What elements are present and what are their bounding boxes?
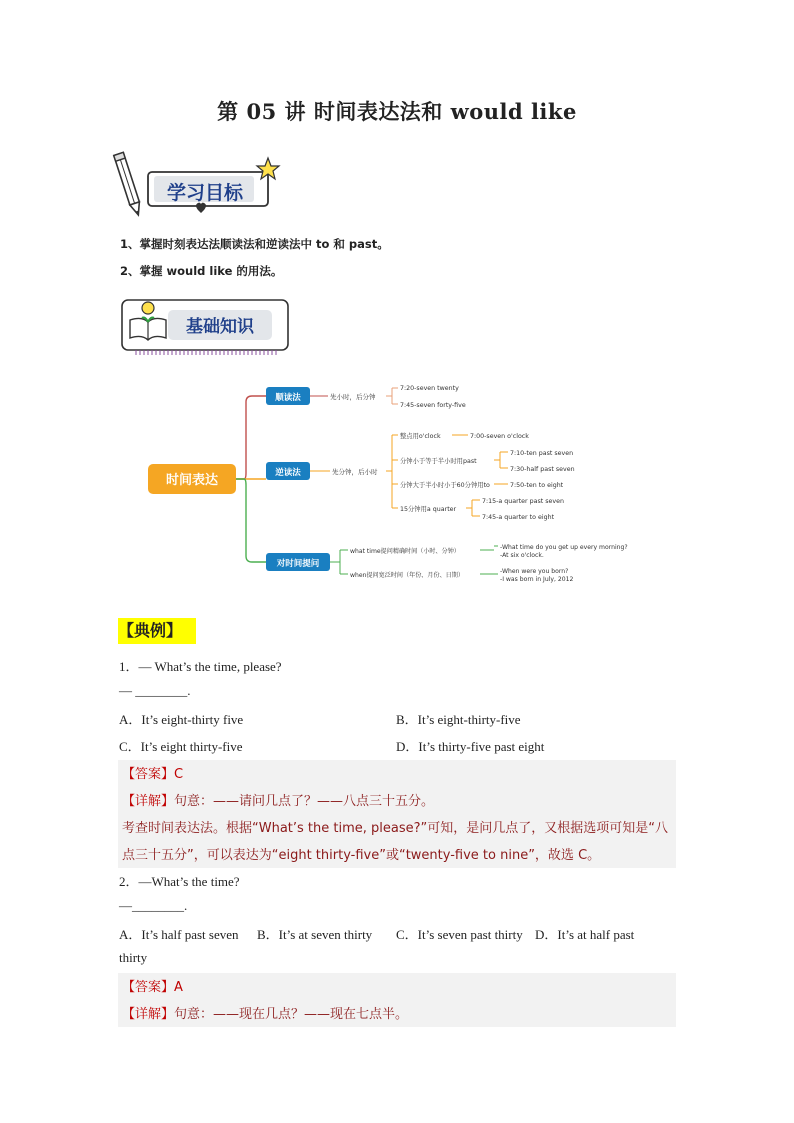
q1-option-a: A．It’s eight-thirty five xyxy=(119,712,244,727)
q1-answer-box xyxy=(118,760,676,868)
q2-blank: —________. xyxy=(119,898,188,913)
q2-detail: 句意：——现在几点？——现在七点半。 xyxy=(174,1007,409,1022)
q1-option-c: C．It’s eight thirty-five xyxy=(119,739,243,754)
q2-option-a: A．It’s half past seven xyxy=(119,927,239,942)
q2-option-b: B．It’s at seven thirty xyxy=(257,927,373,942)
q2-option-c: C．It’s seven past thirty xyxy=(396,927,523,942)
q2-answer: A xyxy=(174,980,183,995)
svg-text:7:20-seven twenty: 7:20-seven twenty xyxy=(400,385,459,392)
q1-detail-label: 【详解】 xyxy=(122,794,175,809)
basic-knowledge-badge xyxy=(120,298,290,356)
svg-text:对时间提问: 对时间提问 xyxy=(276,559,320,569)
svg-text:15分钟用a quarter: 15分钟用a quarter xyxy=(400,506,457,513)
svg-text:-What time do you get up every: -What time do you get up every morning? xyxy=(500,544,628,551)
svg-text:-When were you born?: -When were you born? xyxy=(500,568,569,575)
svg-text:分钟小于等于半小时用past: 分钟小于等于半小时用past xyxy=(400,458,477,465)
q2-answer-box xyxy=(118,973,676,1027)
svg-text:7:45-seven forty-five: 7:45-seven forty-five xyxy=(400,402,466,409)
q1-explain-line-1: 考查时间表达法。根据“What’s the time, please?”可知，是问几点了，又根据选项可知是“八 xyxy=(122,821,669,836)
page-title: 第 05 讲 时间表达法和 would like xyxy=(217,99,577,124)
q2-option-d: D．It’s at half past xyxy=(535,927,635,942)
svg-text:7:50-ten to eight: 7:50-ten to eight xyxy=(510,482,564,489)
badge-knowledge-label: 基础知识 xyxy=(186,317,254,337)
q1-blank: — ________. xyxy=(119,683,191,698)
svg-text:逆读法: 逆读法 xyxy=(275,468,301,478)
svg-text:7:10-ten past seven: 7:10-ten past seven xyxy=(510,450,574,457)
mindmap-root-label: 时间表达 xyxy=(165,473,219,488)
goal-item-1: 1、掌握时刻表达法顺读法和逆读法中 to 和 past。 xyxy=(120,237,389,251)
svg-text:when提问宽泛时间（年份、月份、日期）: when提问宽泛时间（年份、月份、日期） xyxy=(350,572,464,579)
svg-text:what time提问精确时间（小时、分钟）: what time提问精确时间（小时、分钟） xyxy=(350,548,460,555)
q1-option-d: D．It’s thirty-five past eight xyxy=(396,739,545,754)
time-expression-mindmap xyxy=(140,378,628,588)
q1-stem: 1．— What’s the time, please? xyxy=(119,659,282,674)
svg-text:-At six o'clock.: -At six o'clock. xyxy=(500,552,544,559)
goal-item-2: 2、掌握 would like 的用法。 xyxy=(120,264,283,278)
q1-detail: 句意：——请问几点了？——八点三十五分。 xyxy=(174,794,435,809)
svg-text:顺读法: 顺读法 xyxy=(275,393,301,403)
svg-text:7:45-a quarter to eight: 7:45-a quarter to eight xyxy=(482,514,555,521)
examples-header: 【典例】 xyxy=(118,618,196,644)
q2-answer-label: 【答案】 xyxy=(122,980,175,995)
q2-stem: 2．—What’s the time? xyxy=(119,874,240,889)
svg-text:整点用o'clock: 整点用o'clock xyxy=(400,433,441,440)
svg-text:先分钟，后小时: 先分钟，后小时 xyxy=(332,468,378,476)
q1-answer-label: 【答案】 xyxy=(122,767,175,782)
q2-option-d-cont: thirty xyxy=(119,950,148,965)
q1-explain-line-2: 点三十五分”，可以表达为“eight thirty-five”或“twenty-five to nine”，故选 C。 xyxy=(122,848,601,863)
badge-goal-label: 学习目标 xyxy=(166,182,243,204)
svg-text:分钟大于半小时小于60分钟用to: 分钟大于半小时小于60分钟用to xyxy=(400,482,490,489)
q1-option-b: B．It’s eight-thirty-five xyxy=(396,712,521,727)
svg-text:先小时，后分钟: 先小时，后分钟 xyxy=(330,393,376,401)
svg-text:7:15-a quarter past seven: 7:15-a quarter past seven xyxy=(482,498,564,505)
svg-text:7:30-half past seven: 7:30-half past seven xyxy=(510,466,575,473)
q1-answer: C xyxy=(174,767,184,782)
svg-text:7:00-seven o'clock: 7:00-seven o'clock xyxy=(470,433,529,440)
q2-detail-label: 【详解】 xyxy=(122,1007,175,1022)
svg-text:-I was born in July, 2012: -I was born in July, 2012 xyxy=(500,576,574,583)
learning-goal-badge xyxy=(118,150,283,222)
